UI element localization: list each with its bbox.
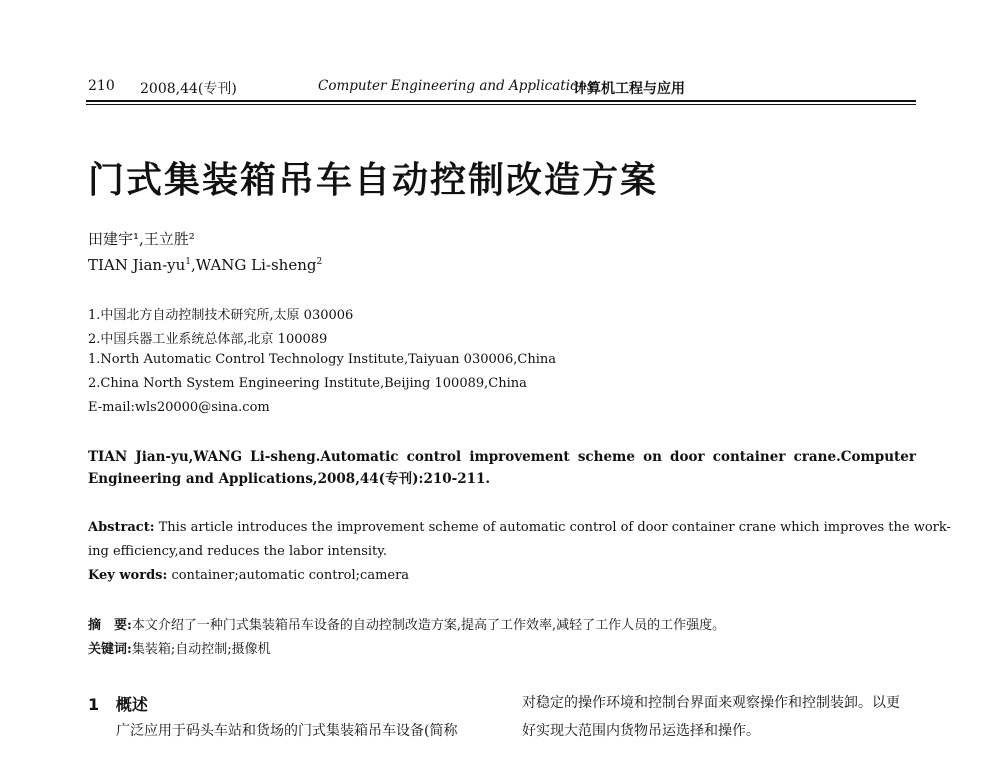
abstract-label: Abstract: xyxy=(88,520,155,535)
body-right-line1: 对稳定的操作环境和控制台界面来观察操作和控制装卸。以更 xyxy=(522,695,900,711)
section-heading xyxy=(88,692,148,715)
affiliation-1-en: 1.North Automatic Control Technology Institute,Taiyuan 030006,China xyxy=(88,352,557,367)
issue-label: 2008,44(专刊) xyxy=(140,81,237,97)
affiliation-2-en: 2.China North System Engineering Institute,Beijing 100089,China xyxy=(88,376,527,391)
journal-name-en: Computer Engineering and Applications xyxy=(318,78,594,94)
journal-name-cn: 计算机工程与应用 xyxy=(573,81,685,97)
keywords-cn-label: 关键词: xyxy=(88,642,132,657)
email: E-mail:wls20000@sina.com xyxy=(88,400,270,415)
section-title: 概述 xyxy=(115,695,148,714)
header-rule-thin xyxy=(86,104,916,105)
body-right-line2: 好实现大范围内货物吊运选择和操作。 xyxy=(522,723,760,739)
abstract-cn-text: 本文介绍了一种门式集装箱吊车设备的自动控制改造方案,提高了工作效率,减轻了工作人员的工作强度。 xyxy=(131,618,726,633)
keywords-text: container;automatic control;camera xyxy=(171,568,410,583)
header-rule xyxy=(86,100,916,102)
keywords-cn xyxy=(88,638,271,657)
page-number: 210 xyxy=(88,78,115,94)
body-left-line1: 广泛应用于码头车站和货场的门式集装箱吊车设备(简称 xyxy=(116,723,458,739)
keywords-cn-text: 集装箱;自动控制;摄像机 xyxy=(131,642,271,657)
authors-cn: 田建宇¹,王立胜² xyxy=(88,230,195,248)
section-number: 1 xyxy=(88,695,100,714)
authors-en xyxy=(88,256,322,274)
paper-title: 门式集装箱吊车自动控制改造方案 xyxy=(88,159,659,201)
author-1-sup: 1 xyxy=(185,257,192,267)
abstract-text-1: This article introduces the improvement scheme of automatic control of door container crane which improves the work- xyxy=(158,520,951,535)
abstract-cn-label: 摘 要: xyxy=(88,618,132,633)
affiliation-1-cn: 1.中国北方自动控制技术研究所,太原 030006 xyxy=(88,308,354,323)
author-2-sup: 2 xyxy=(316,257,323,267)
author-1-en: TIAN Jian-yu xyxy=(88,256,186,274)
citation: TIAN Jian-yu,WANG Li-sheng.Automatic control improvement scheme on door container crane.Computer Engineering and Applications,2008,44(专刊):210-211. xyxy=(88,449,916,487)
abstract-en-line1 xyxy=(88,520,951,535)
author-2-en: ,WANG Li-sheng xyxy=(191,256,317,274)
keywords-en xyxy=(88,568,409,583)
keywords-label: Key words: xyxy=(88,568,168,583)
abstract-cn xyxy=(88,614,725,633)
affiliation-2-cn: 2.中国兵器工业系统总体部,北京 100089 xyxy=(88,332,328,347)
abstract-en-line2: ing efficiency,and reduces the labor intensity. xyxy=(88,544,388,559)
